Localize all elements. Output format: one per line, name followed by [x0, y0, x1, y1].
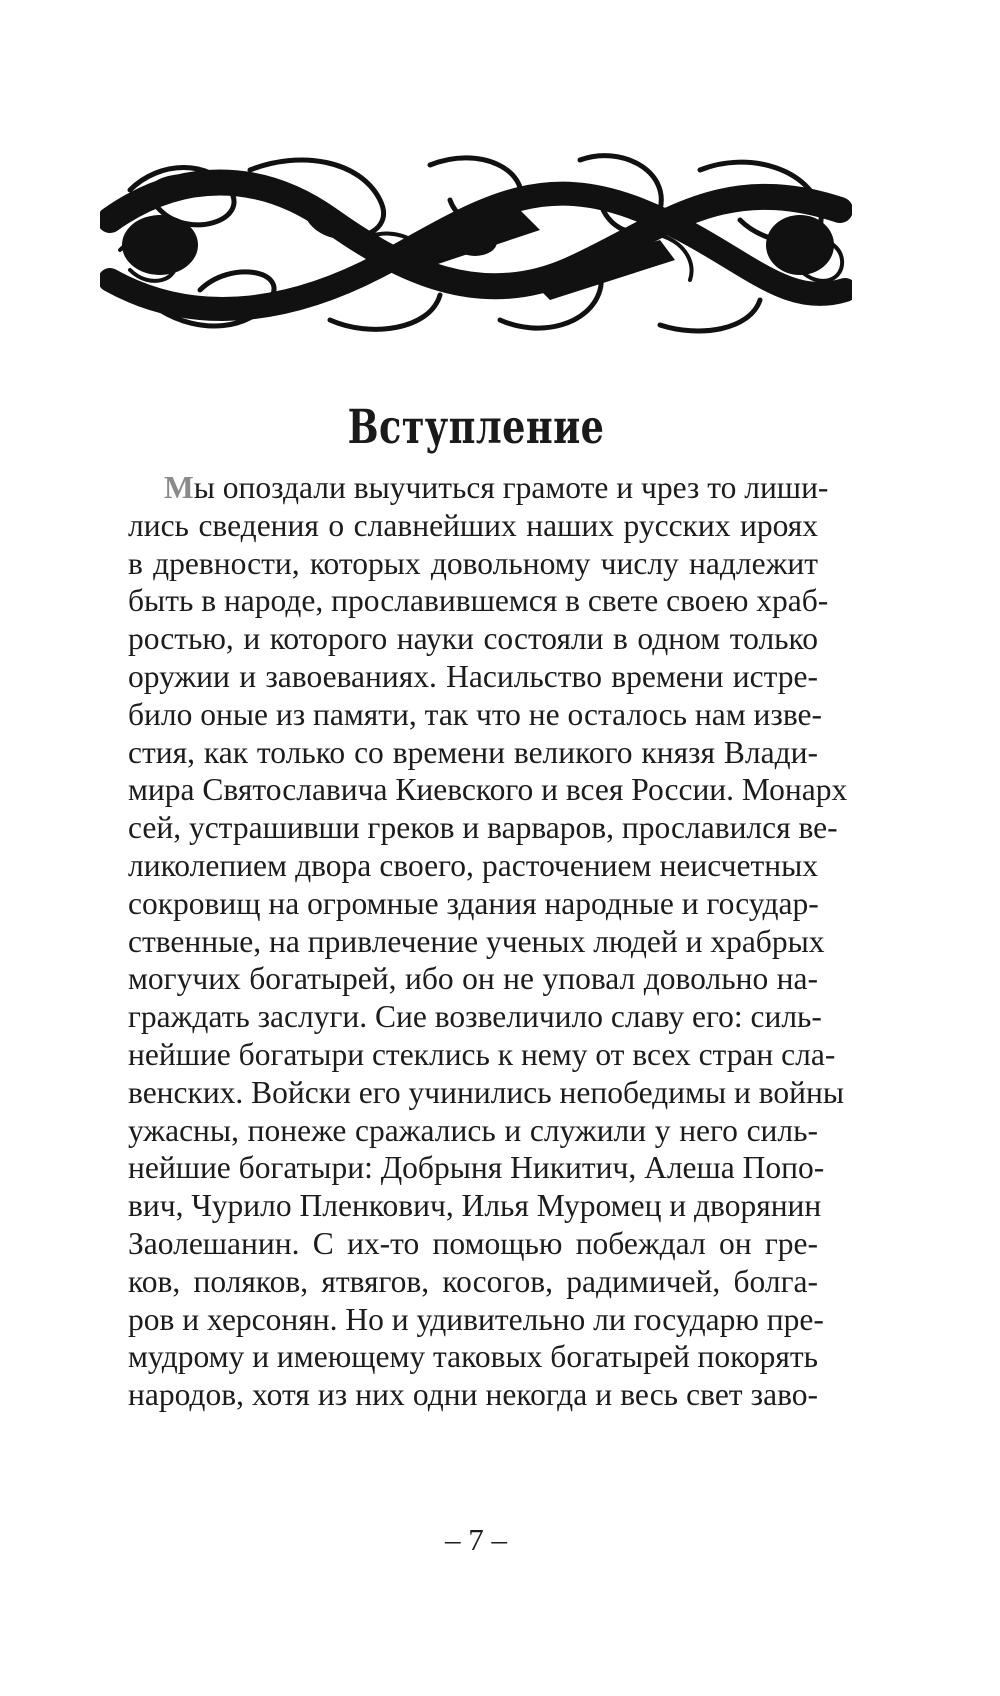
text-line: мира Святославича Киевского и всея России. Монарх	[128, 772, 848, 808]
text-line: сокровищ на огромные здания народные и государ-	[128, 885, 819, 921]
text-line: Заолешанин. С их-то помощью побеждал он гре-	[128, 1225, 818, 1261]
text-line: быть в народе, прославившемся в свете своею храб-	[128, 583, 829, 619]
text-line: могучих богатырей, ибо он не уповал довольно на-	[128, 961, 818, 997]
page-number: – 7 –	[445, 1522, 507, 1557]
text-line: ликолепием двора своего, расточением неисчетных	[128, 847, 818, 883]
drop-cap: М	[164, 470, 194, 505]
text-line: в древности, которых довольному числу надлежит	[128, 545, 818, 581]
text-line: нейшие богатыри: Добрыня Никитич, Алеша Попо-	[128, 1150, 825, 1186]
text-line: граждать заслуги. Сие возвеличило славу его: силь-	[128, 999, 822, 1035]
text-line: сей, устрашивши греков и варваров, прославился ве-	[128, 810, 838, 846]
text-line: венских. Войски его учинились непобедимы и войны	[128, 1074, 845, 1110]
text-line: ростью, и которого науки состояли в одном только	[128, 621, 818, 657]
interlace-ornament-icon	[100, 150, 852, 338]
body-text	[128, 469, 848, 1414]
text-line: мудрому и имеющему таковых богатырей покорять	[128, 1339, 818, 1375]
chapter-title: Вступление	[347, 400, 605, 455]
text-line: ков, поляков, ятвягов, косогов, радимичей, болга-	[128, 1263, 818, 1299]
text-line: оружии и завоеваниях. Насильство времени истре-	[128, 658, 818, 694]
text-line: ров и херсонян. Но и удивительно ли государю пре-	[128, 1301, 824, 1337]
text-line: лись сведения о славнейших наших русских ироях	[128, 507, 818, 543]
text-line: вич, Чурило Пленкович, Илья Муромец и дворянин	[128, 1188, 822, 1224]
first-line-text: ы опоздали выучиться грамоте и чрез то лиши-	[193, 470, 829, 505]
text-line: ственные, на привлечение ученых людей и храбрых	[128, 923, 825, 959]
text-line: народов, хотя из них одни некогда и весь свет заво-	[128, 1377, 818, 1413]
text-line	[128, 469, 829, 507]
text-line: нейшие богатыри стеклись к нему от всех стран сла-	[128, 1036, 836, 1072]
text-line: било оные из памяти, так что не осталось нам изве-	[128, 696, 823, 732]
text-line: ужасны, понеже сражались и служили у него силь-	[128, 1112, 818, 1148]
text-line: стия, как только со времени великого князя Влади-	[128, 734, 818, 770]
